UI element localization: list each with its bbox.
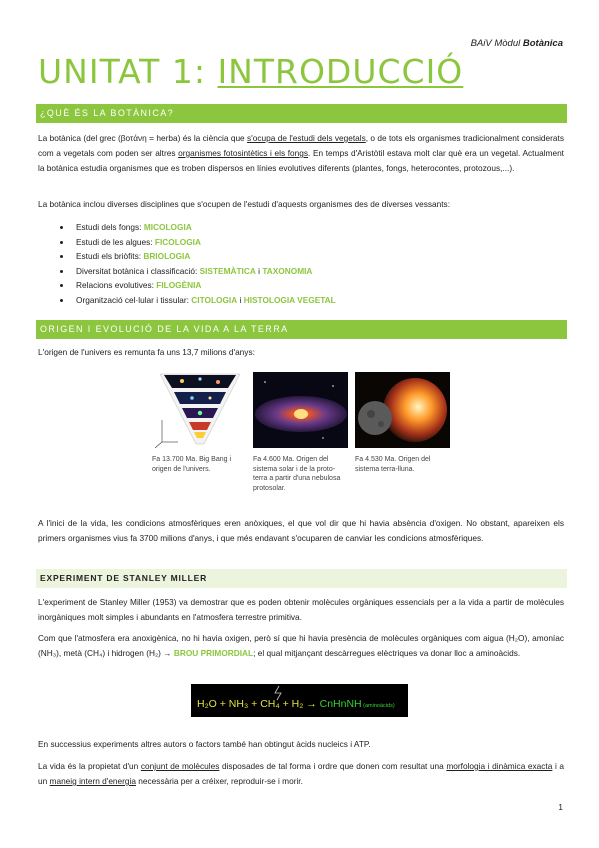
list-item-label: Estudi de les algues: [76,236,155,247]
list-item [72,278,336,293]
text-run: . En temps d'Aristòtil estava molt clar què era un vegetal. Actualment la botànica estudia organismes que es troben dispersos en línies evolutives diferents (plantes, fongs, heterocontes, protozous,...). [38,148,564,173]
paragraph-life-definition [38,759,564,789]
text-run: La botànica (del grec (βοτάνη = herba) és la ciència que [38,133,248,143]
text-run: ; el qual mitjançant descàrregues elèctriques va donar lloc a aminoàcids. [253,648,521,658]
discipline-term: CITOLOGIA [191,294,238,305]
origin-figure [152,372,452,502]
list-item-joiner: i [237,294,244,305]
list-item [72,220,336,235]
section-heading-botanica: ¿QUÈ ÉS LA BOTÀNICA? [36,104,567,123]
discipline-term: FILOGÈNIA [156,280,202,290]
paragraph-definition [38,131,564,176]
paragraph-miller-experiment: L'experiment de Stanley Miller (1953) va demostrar que es poden obtenir molècules orgàniques essencials per a la vida a partir de molècules inorgàniques molt simples i abundants en l'atmosfera terrestre primitiva. [38,597,564,622]
text-run: disposades de tal forma i ordre que donen com resultat una [219,761,447,771]
paragraph-anoxic-conditions: A l'inici de la vida, les condicions atmosfèriques eren anòxiques, el que vol dir que hi havia absència d'oxigen. No obstant, apareixen els primers organismes vius fa 3700 milions d'anys, i que més endavant s'ocuparen de canviar les condicions atmosfèriques. [38,518,564,543]
formula-reactants: H₂O + NH₃ + CH₄ + H₂ → [197,698,320,710]
discipline-term: FICOLOGIA [154,236,201,247]
text-run: , o de tots els organismes tradicionalment considerats com a vegetals com poden ser altres [38,133,564,158]
caption-big-bang: Fa 13.700 Ma. Big Bang i origen de l'univers. [152,456,231,473]
course-label: BAiV Mòdul [470,38,523,49]
discipline-term: SISTEMÀTICA [199,265,256,276]
paragraph-primordial-soup [38,631,564,661]
subsection-heading-miller: EXPERIMENT DE STANLEY MILLER [36,569,567,588]
underlined-term: maneig intern d'energia [49,776,136,786]
title-prefix: UNITAT 1: [38,52,218,91]
list-item [72,264,336,279]
formula-product: CnHnNH [319,698,362,710]
list-item [72,249,336,264]
big-bang-cone-image [152,372,247,448]
list-item-label: Estudi dels fongs: [76,222,144,232]
earth-moon-impact-image [355,372,450,448]
discipline-term: TAXONOMIA [262,265,313,276]
text-run: i a un [38,761,564,786]
reaction-formula-image [191,684,408,717]
section-heading-origin: ORIGEN I EVOLUCIÓ DE LA VIDA A LA TERRA [36,320,567,339]
underlined-term: morfologia i dinàmica exacta [446,761,553,771]
underlined-term: conjunt de molècules [140,761,220,771]
disciplines-list [38,220,336,307]
list-item [72,293,336,308]
text-run: La vida és la propietat d'un [38,761,141,771]
page-number: 1 [558,802,563,812]
caption-solar-system: Fa 4.600 Ma. Origen del sistema solar i de la proto-terra a partir d'una nebulosa protosolar. [253,456,341,492]
list-item-label: Diversitat botànica i classificació: [76,265,200,276]
list-item-label: Relacions evolutives: [76,280,157,290]
list-item [72,235,336,250]
discipline-term: HISTOLOGIA VEGETAL [243,294,336,305]
underlined-term: s'ocupa de l'estudi dels vegetals [247,133,366,143]
discipline-term: BRIOLOGIA [143,251,191,261]
discipline-term: MICOLOGIA [143,222,192,232]
solar-nebula-image [253,372,348,448]
text-run: necessària per a créixer, reproduir-se i morir. [136,776,303,786]
title-main: INTRODUCCIÓ [217,52,464,91]
paragraph-universe-origin: L'origen de l'univers es remunta fa uns 13,7 milions d'anys: [38,347,255,357]
list-item-label: Estudi els briòfits: [76,251,144,261]
highlight-term: BROU PRIMORDIAL [173,648,254,658]
running-header [471,38,563,49]
page-title [38,52,463,91]
list-item-label: Organització cel·lular i tissular: [76,294,192,305]
underlined-term: organismes fotosintètics i els fongs [178,148,309,158]
paragraph-disciplines-intro: La botànica inclou diverses disciplines que s'ocupen de l'estudi d'aquests organismes des de diverses vessants: [38,199,451,209]
text-run: Com que l'atmosfera era anoxigènica, no hi havia oxigen, però sí que hi havia presència de molècules orgàniques com aigua (H₂O), amoníac (NH₃), metà (CH₄) i hidrogen (H₂) → [38,633,564,658]
caption-earth-moon: Fa 4.530 Ma. Origen del sistema terra-lluna. [355,456,431,473]
paragraph-nucleic-acids: En successius experiments altres autors o factors també han obtingut àcids nucleics i ATP. [38,739,371,749]
course-subject: Botànica [522,38,563,49]
formula-note: (aminoàcids) [361,703,395,709]
list-item-joiner: i [255,265,263,276]
